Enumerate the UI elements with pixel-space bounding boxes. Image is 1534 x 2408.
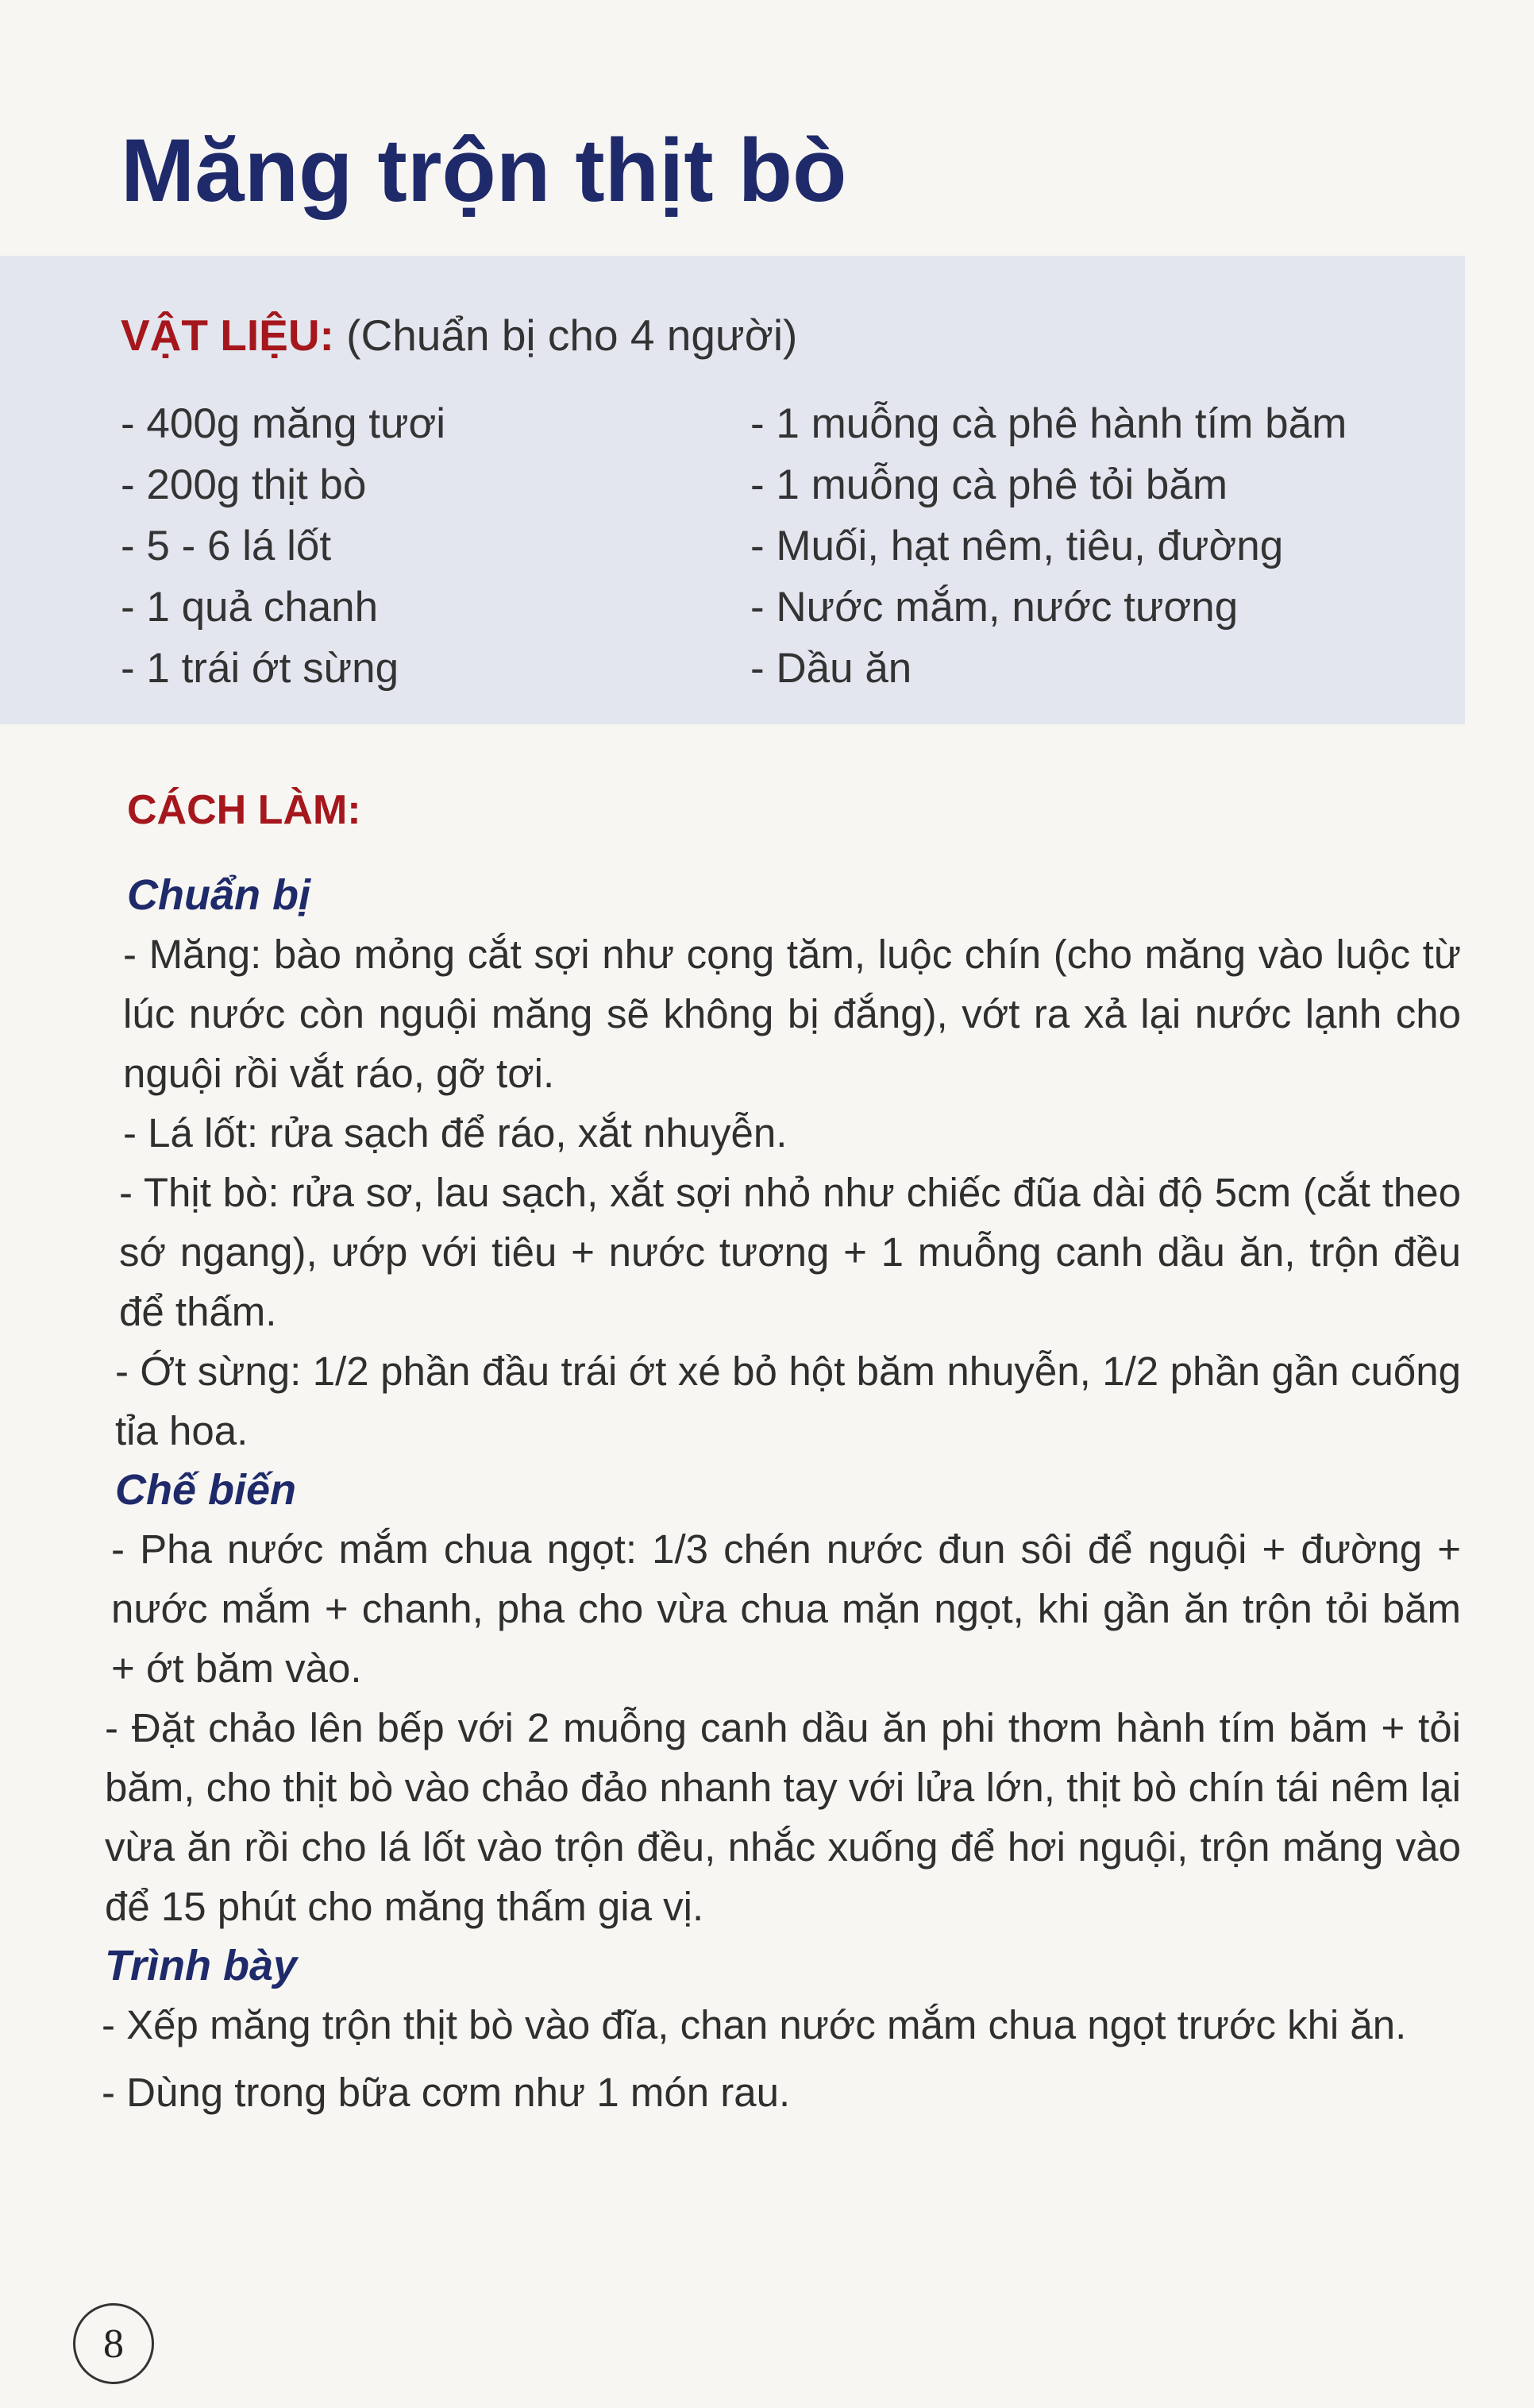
ingredient-item: - 400g măng tươi <box>121 400 446 447</box>
section-title-cooking: Chế biến <box>115 1466 297 1514</box>
ingredients-header <box>121 310 797 361</box>
ingredient-item: - 200g thịt bò <box>121 461 367 508</box>
ingredient-item: - Dầu ăn <box>750 645 912 692</box>
ingredients-list-right <box>750 393 1347 699</box>
ingredient-item: - Muối, hạt nêm, tiêu, đường <box>750 523 1284 569</box>
ingredient-item: - Nước mắm, nước tương <box>750 584 1239 631</box>
section-title-preparation: Chuẩn bị <box>127 871 310 919</box>
ingredients-list-left <box>121 393 445 699</box>
step-text: - Thịt bò: rửa sơ, lau sạch, xắt sợi nhỏ như chiếc đũa dài độ 5cm (cắt theo sớ ngang), ướp với tiêu + nước tương + 1 muỗng canh dầu ăn, trộn đều để thấm. <box>119 1170 1461 1334</box>
step-text: - Ớt sừng: 1/2 phần đầu trái ớt xé bỏ hột băm nhuyễn, 1/2 phần gần cuống tỉa hoa. <box>115 1349 1461 1453</box>
recipe-title: Măng trộn thịt bò <box>121 121 847 220</box>
method-header: CÁCH LÀM: <box>127 787 361 833</box>
ingredient-item: - 1 muỗng cà phê hành tím băm <box>750 400 1347 447</box>
step-text: - Lá lốt: rửa sạch để ráo, xắt nhuyễn. <box>123 1110 788 1156</box>
step-text: - Đặt chảo lên bếp với 2 muỗng canh dầu ăn phi thơm hành tím băm + tỏi băm, cho thịt bò vào chảo đảo nhanh tay với lửa lớn, thịt bò chín tái nêm lại vừa ăn rồi cho lá lốt vào trộn đều, nhắc xuống để hơi nguội, trộn măng vào để 15 phút cho măng thấm gia vị. <box>105 1705 1461 1929</box>
section-title-presentation: Trình bày <box>105 1942 298 1989</box>
servings-note: (Chuẩn bị cho 4 người) <box>333 311 798 360</box>
ingredient-item: - 1 muỗng cà phê tỏi băm <box>750 461 1228 508</box>
step-text: - Xếp măng trộn thịt bò vào đĩa, chan nước mắm chua ngọt trước khi ăn. <box>102 2002 1407 2047</box>
method-section <box>95 786 1461 2122</box>
page-number: 8 <box>73 2303 154 2384</box>
ingredient-item: - 1 quả chanh <box>121 584 379 631</box>
step-text: - Măng: bào mỏng cắt sợi như cọng tăm, luộc chín (cho măng vào luộc từ lúc nước còn nguội măng sẽ không bị đắng), vớt ra xả lại nước lạnh cho nguội rồi vắt ráo, gỡ tơi. <box>123 932 1461 1096</box>
step-text: - Pha nước mắm chua ngọt: 1/3 chén nước đun sôi để nguội + đường + nước mắm + chanh, pha cho vừa chua mặn ngọt, khi gần ăn trộn tỏi băm + ớt băm vào. <box>111 1526 1461 1691</box>
ingredient-item: - 1 trái ớt sừng <box>121 645 399 692</box>
step-text: - Dùng trong bữa cơm như 1 món rau. <box>102 2070 791 2115</box>
ingredient-item: - 5 - 6 lá lốt <box>121 523 332 569</box>
ingredients-label: VẬT LIỆU: <box>121 311 334 360</box>
